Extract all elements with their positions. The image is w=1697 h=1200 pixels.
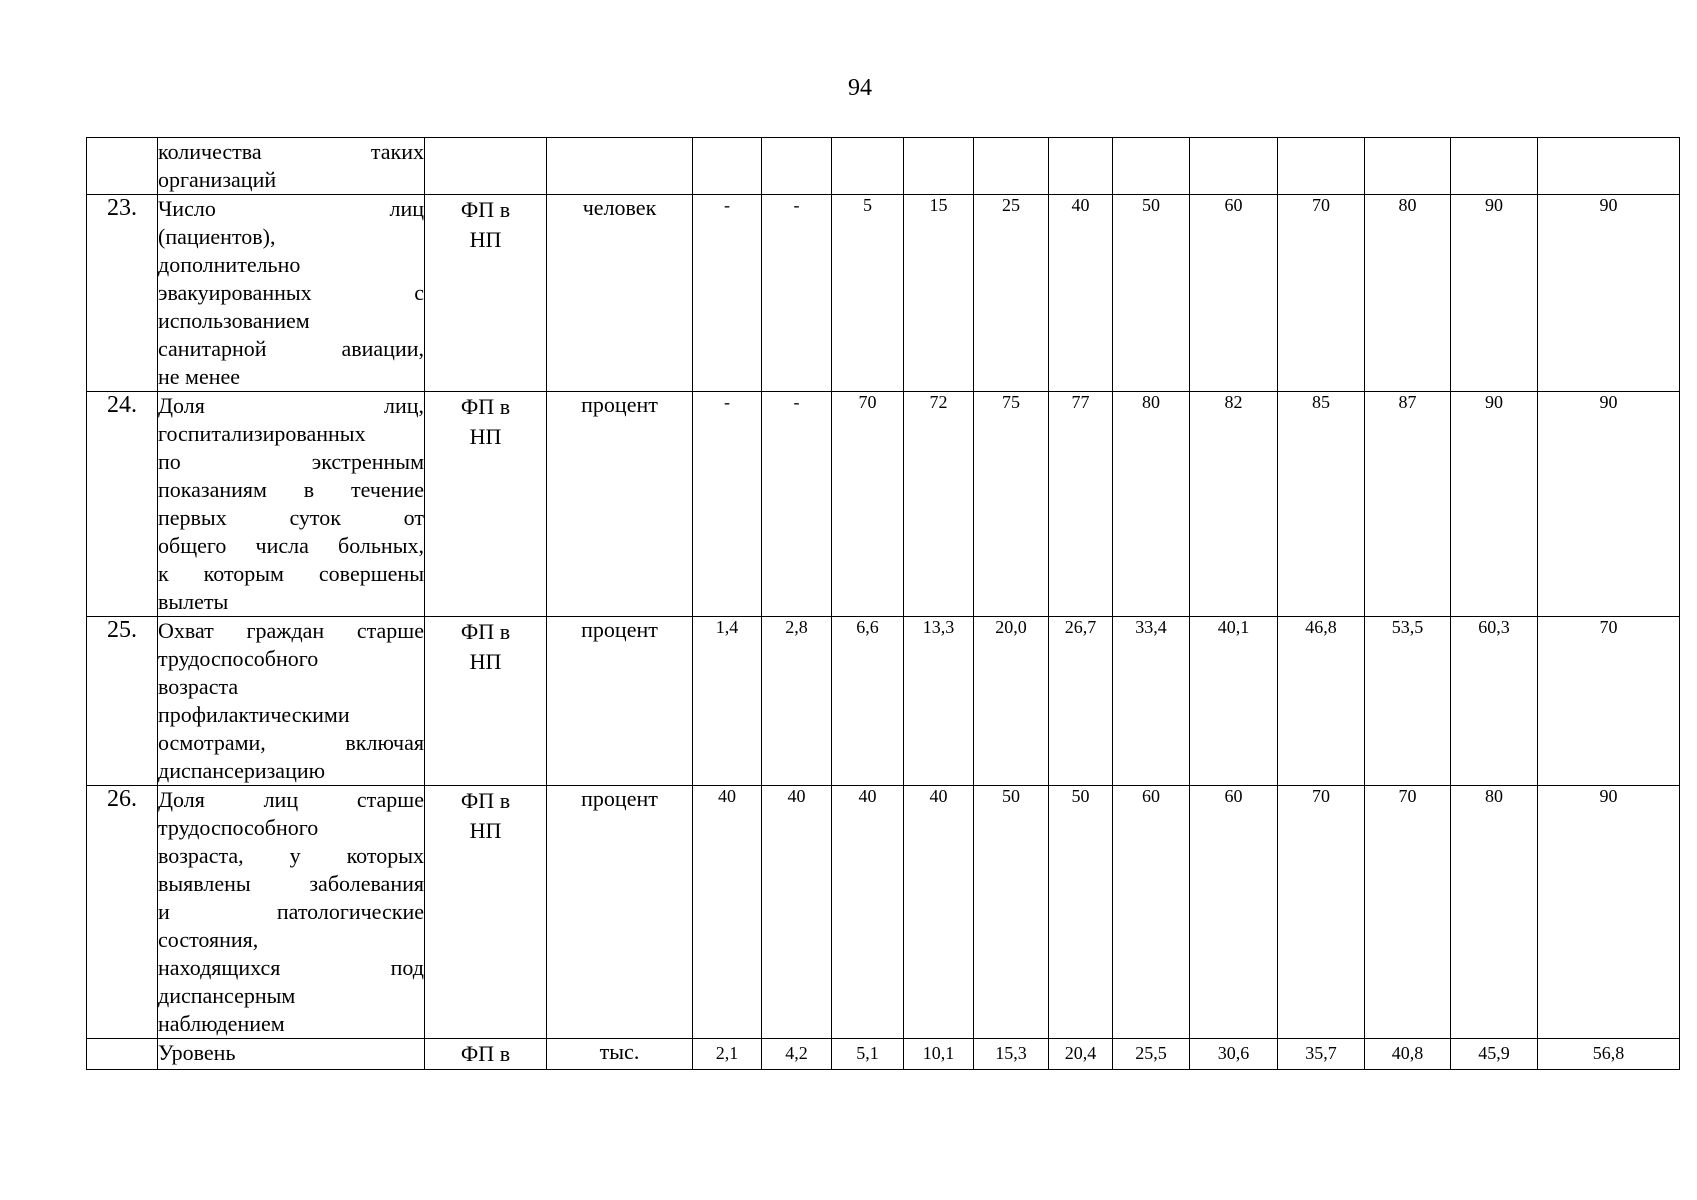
- value-cell: 50: [974, 786, 1049, 1039]
- value-cell: 30,6: [1190, 1039, 1278, 1070]
- indicator-name-line: возраста, у которых: [158, 843, 424, 868]
- value-cell: 1,4: [693, 617, 762, 786]
- value-cell: 2,1: [693, 1039, 762, 1070]
- value-cell: 45,9: [1451, 1039, 1538, 1070]
- indicator-name-line: профилактическими: [158, 702, 350, 727]
- unit-cell: процент: [547, 617, 693, 786]
- indicator-name-line: общего числа больных,: [158, 533, 424, 558]
- value-cell: 70: [1278, 195, 1365, 392]
- value-cell: [1278, 138, 1365, 195]
- table-row: [87, 195, 1680, 392]
- value-cell: 85: [1278, 392, 1365, 617]
- value-cell: 60,3: [1451, 617, 1538, 786]
- value-cell: 20,4: [1049, 1039, 1113, 1070]
- value-cell: 20,0: [974, 617, 1049, 786]
- value-cell: 5: [832, 195, 904, 392]
- indicators-table: [86, 137, 1680, 1070]
- unit-cell: человек: [547, 195, 693, 392]
- indicator-name: [158, 392, 425, 617]
- indicator-name-line: выявлены заболевания: [158, 871, 424, 896]
- value-cell: 53,5: [1365, 617, 1451, 786]
- indicator-name-line: Доля лиц старше: [158, 787, 424, 812]
- unit-cell: тыс.: [547, 1039, 693, 1070]
- value-cell: 4,2: [762, 1039, 832, 1070]
- row-number: [87, 1039, 158, 1070]
- indicator-name-line: к которым совершены: [158, 561, 424, 586]
- value-cell: [1113, 138, 1190, 195]
- value-cell: 90: [1451, 392, 1538, 617]
- indicator-name-line: диспансерным: [158, 983, 296, 1008]
- value-cell: 46,8: [1278, 617, 1365, 786]
- indicator-name-line: трудоспособного: [158, 646, 319, 671]
- value-cell: 40: [693, 786, 762, 1039]
- source-cell: ФП в НП: [425, 392, 547, 617]
- indicator-name-line: не менее: [158, 364, 241, 389]
- source-cell: ФП в: [425, 1039, 547, 1070]
- value-cell: 70: [1365, 786, 1451, 1039]
- indicator-name-line: находящихся под: [158, 955, 424, 980]
- value-cell: 50: [1049, 786, 1113, 1039]
- indicator-name-line: осмотрами, включая: [158, 730, 424, 755]
- unit-cell: процент: [547, 392, 693, 617]
- value-cell: 40: [762, 786, 832, 1039]
- value-cell: 6,6: [832, 617, 904, 786]
- value-cell: 2,8: [762, 617, 832, 786]
- table-row: [87, 392, 1680, 617]
- indicator-name-line: возраста: [158, 674, 239, 699]
- indicator-name-line: госпитализированных: [158, 421, 366, 446]
- value-cell: 50: [1113, 195, 1190, 392]
- indicator-name-line: первых суток от: [158, 505, 424, 530]
- indicator-name-line: Доля лиц,: [158, 393, 424, 418]
- indicator-name-line: эвакуированных с: [158, 280, 424, 305]
- value-cell: 33,4: [1113, 617, 1190, 786]
- value-cell: 25: [974, 195, 1049, 392]
- source-cell: [425, 138, 547, 195]
- row-number: [87, 138, 158, 195]
- value-cell: 40,8: [1365, 1039, 1451, 1070]
- value-cell: [1538, 138, 1680, 195]
- value-cell: 70: [1278, 786, 1365, 1039]
- indicator-name-line: по экстренным: [158, 449, 424, 474]
- row-number: 23.: [87, 195, 158, 392]
- indicator-name: [158, 195, 425, 392]
- indicator-name-line: использованием: [158, 308, 310, 333]
- source-cell: ФП в НП: [425, 617, 547, 786]
- value-cell: 56,8: [1538, 1039, 1680, 1070]
- indicator-name: [158, 1039, 425, 1070]
- value-cell: [1451, 138, 1538, 195]
- value-cell: 70: [832, 392, 904, 617]
- indicator-name-line: состояния,: [158, 927, 259, 952]
- value-cell: [1365, 138, 1451, 195]
- indicator-name-line: дополнительно: [158, 252, 301, 277]
- page-number: 94: [848, 75, 872, 101]
- indicator-name-line: вылеты: [158, 589, 229, 614]
- value-cell: 72: [904, 392, 974, 617]
- table-row: [87, 786, 1680, 1039]
- indicator-name: [158, 138, 425, 195]
- value-cell: 26,7: [1049, 617, 1113, 786]
- indicator-name: [158, 617, 425, 786]
- value-cell: -: [693, 392, 762, 617]
- value-cell: 80: [1451, 786, 1538, 1039]
- unit-cell: процент: [547, 786, 693, 1039]
- value-cell: 80: [1365, 195, 1451, 392]
- value-cell: 13,3: [904, 617, 974, 786]
- value-cell: -: [762, 195, 832, 392]
- indicator-name-line: трудоспособного: [158, 815, 319, 840]
- value-cell: 15: [904, 195, 974, 392]
- table-row: [87, 138, 1680, 195]
- unit-cell: [547, 138, 693, 195]
- value-cell: [832, 138, 904, 195]
- indicator-name: [158, 786, 425, 1039]
- value-cell: [1049, 138, 1113, 195]
- value-cell: 82: [1190, 392, 1278, 617]
- value-cell: -: [693, 195, 762, 392]
- value-cell: 90: [1538, 786, 1680, 1039]
- value-cell: 15,3: [974, 1039, 1049, 1070]
- value-cell: 77: [1049, 392, 1113, 617]
- value-cell: 90: [1538, 392, 1680, 617]
- value-cell: 90: [1538, 195, 1680, 392]
- value-cell: [974, 138, 1049, 195]
- value-cell: 90: [1451, 195, 1538, 392]
- indicator-name-line: наблюдением: [158, 1011, 285, 1036]
- indicator-name-line: диспансеризацию: [158, 758, 326, 783]
- value-cell: 5,1: [832, 1039, 904, 1070]
- indicator-name-line: количества таких: [158, 139, 424, 164]
- value-cell: [693, 138, 762, 195]
- value-cell: 40: [1049, 195, 1113, 392]
- value-cell: 87: [1365, 392, 1451, 617]
- indicator-name-line: Число лиц: [158, 196, 424, 221]
- value-cell: 60: [1113, 786, 1190, 1039]
- row-number: 26.: [87, 786, 158, 1039]
- source-cell: ФП в НП: [425, 786, 547, 1039]
- value-cell: [1190, 138, 1278, 195]
- indicator-name-line: Уровень: [158, 1040, 236, 1065]
- source-cell: ФП в НП: [425, 195, 547, 392]
- indicator-name-line: показаниям в течение: [158, 477, 424, 502]
- value-cell: -: [762, 392, 832, 617]
- indicator-name-line: Охват граждан старше: [158, 618, 424, 643]
- value-cell: 60: [1190, 786, 1278, 1039]
- value-cell: 25,5: [1113, 1039, 1190, 1070]
- row-number: 25.: [87, 617, 158, 786]
- row-number: 24.: [87, 392, 158, 617]
- value-cell: [762, 138, 832, 195]
- value-cell: 40: [904, 786, 974, 1039]
- table-row: [87, 1039, 1680, 1070]
- value-cell: 70: [1538, 617, 1680, 786]
- value-cell: [904, 138, 974, 195]
- value-cell: 10,1: [904, 1039, 974, 1070]
- indicator-name-line: и патологические: [158, 899, 424, 924]
- value-cell: 60: [1190, 195, 1278, 392]
- value-cell: 75: [974, 392, 1049, 617]
- value-cell: 80: [1113, 392, 1190, 617]
- value-cell: 40: [832, 786, 904, 1039]
- indicator-name-line: (пациентов),: [158, 224, 276, 249]
- table-body: [87, 138, 1680, 1070]
- indicator-name-line: организаций: [158, 167, 277, 192]
- indicator-name-line: санитарной авиации,: [158, 336, 424, 361]
- table-row: [87, 617, 1680, 786]
- value-cell: 35,7: [1278, 1039, 1365, 1070]
- value-cell: 40,1: [1190, 617, 1278, 786]
